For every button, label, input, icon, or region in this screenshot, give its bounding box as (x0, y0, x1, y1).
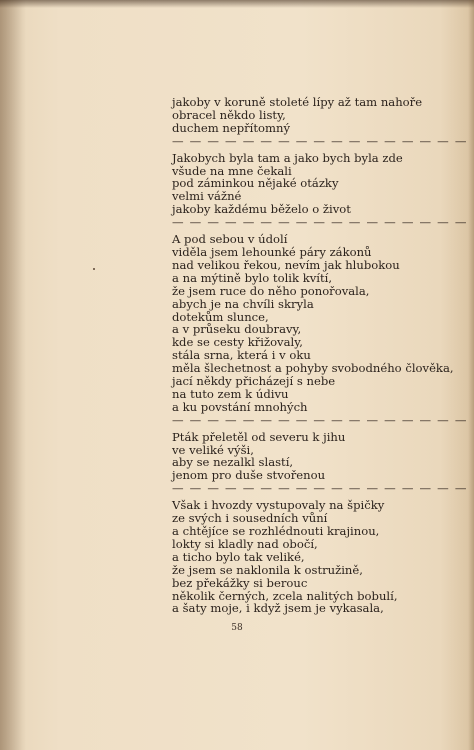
poem-line: jenom pro duše stvořenou (172, 468, 326, 483)
poem-line: bez překážky si berouc (172, 575, 308, 590)
poem-line: ze svých i sousedních vůní (172, 511, 328, 526)
poem-line: a v průseku doubravy, (172, 322, 302, 337)
poem-line: stála srna, která i v oku (172, 348, 311, 363)
poem-line: viděla jsem lehounké páry zákonů (172, 244, 372, 259)
poem-line: A pod sebou v údolí (172, 232, 288, 247)
poem-line: aby se nezalkl slastí, (172, 455, 294, 470)
paper-speck (93, 268, 95, 270)
poem-line: a chtějíce se rozhlédnouti krajinou, (172, 524, 380, 538)
poem-line: a šaty moje, i když jsem je vykasala, (172, 601, 384, 616)
stanza-3 (172, 233, 472, 414)
stanza-separator: — — — — — — — — — — — — — — — — — (172, 215, 468, 230)
top-edge-shadow (0, 0, 474, 8)
poem-line: že jsem ruce do něho ponořovala, (172, 283, 370, 298)
poem-line: několik černých, zcela nalitých bobulí, (172, 588, 398, 603)
poem-line: měla šlechetnost a pohyby svobodného člověka, (172, 361, 454, 376)
stanza-4 (172, 431, 472, 483)
poem-line: lokty si kladly nad obočí, (172, 536, 318, 551)
stanza-separator: — — — — — — — — — — — — — — — — — (172, 412, 468, 427)
poem-line: jací někdy přicházejí s nebe (172, 374, 336, 389)
stanza-5 (172, 499, 472, 615)
poem-line: na tuto zem k údivu (172, 386, 289, 401)
poem-line: obracel někdo listy, (172, 107, 286, 122)
binding-shadow (0, 0, 26, 750)
poem-line: a na mýtině bylo tolik kvítí, (172, 270, 333, 285)
poem-line: pod záminkou nějaké otázky (172, 176, 339, 191)
poem-line: velmi vážné (172, 189, 242, 204)
poem-line: abych je na chvíli skryla (172, 296, 314, 311)
poem-line: Však i hvozdy vystupovaly na špičky (172, 498, 385, 513)
poem-line: duchem nepřítomný (172, 120, 291, 135)
stanza-separator: — — — — — — — — — — — — — — — — — (172, 133, 468, 148)
stanza-1 (172, 96, 472, 135)
poem-line: a ticho bylo tak veliké, (172, 549, 305, 564)
page-number: 58 (231, 623, 243, 633)
poem-line: Pták přeletěl od severu k jihu (172, 429, 346, 444)
poem-line: všude na mne čekali (172, 163, 292, 178)
poem-line: nad velikou řekou, nevím jak hlubokou (172, 257, 400, 272)
stanza-2 (172, 152, 472, 217)
poem-line: Jakobych byla tam a jako bych byla zde (172, 150, 403, 165)
poem-line: jakoby v koruně stoleté lípy až tam nahoře (172, 95, 423, 109)
poem-line: že jsem se naklonila k ostružině, (172, 562, 363, 577)
poem-line: ve veliké výši, (172, 442, 254, 457)
poem-line: kde se cesty křižovaly, (172, 335, 303, 350)
poem-line: jakoby každému běželo o život (172, 202, 351, 217)
poem-line: dotekům slunce, (172, 309, 269, 324)
poem-line: a ku povstání mnohých (172, 399, 308, 414)
poem-text (172, 96, 472, 615)
stanza-separator: — — — — — — — — — — — — — — — — — (172, 481, 468, 496)
